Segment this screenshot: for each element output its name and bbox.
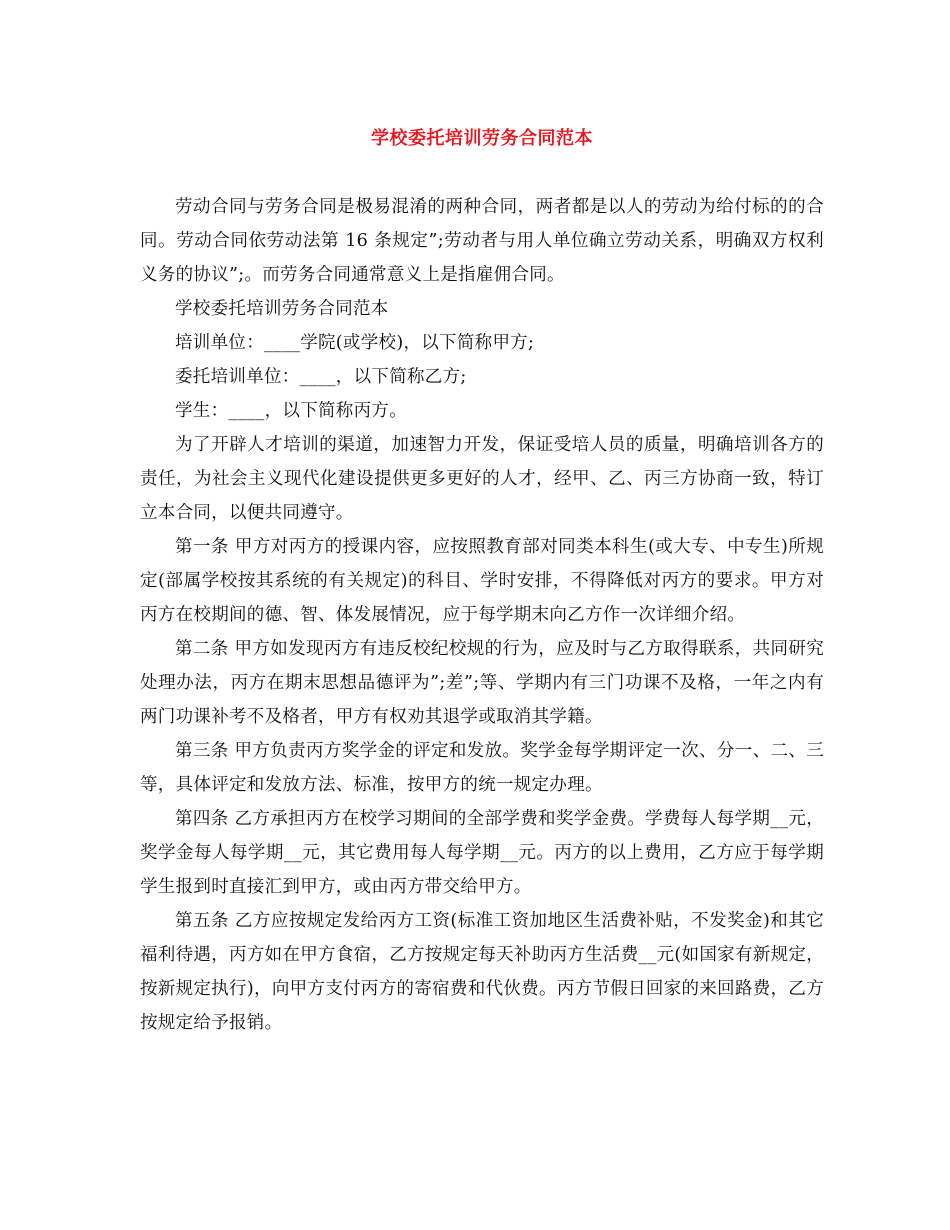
paragraph-article-4: 第四条 乙方承担丙方在校学习期间的全部学费和奖学金费。学费每人每学期__元，奖学金每人每学期__元，其它费用每人每学期__元。丙方的以上费用，乙方应于每学期学生报到时直接汇到甲方，或由丙方带交给甲方。: [140, 809, 824, 897]
document-title: 学校委托培训劳务合同范本: [371, 128, 593, 149]
paragraph-party-c: 学生：____，以下简称丙方。: [175, 401, 407, 421]
paragraph-subtitle: 学校委托培训劳务合同范本: [175, 299, 389, 319]
paragraph-article-1: 第一条 甲方对丙方的授课内容，应按照教育部对同类本科生(或大专、中专生)所规定(部属学校按其系统的有关规定)的科目、学时安排，不得降低对丙方的要求。甲方对丙方在校期间的德、智、体发展情况，应于每学期末向乙方作一次详细介绍。: [140, 537, 824, 625]
paragraph-preamble: 为了开辟人才培训的渠道，加速智力开发，保证受培人员的质量，明确培训各方的责任，为社会主义现代化建设提供更多更好的人才，经甲、乙、丙三方协商一致，特订立本合同，以便共同遵守。: [140, 435, 824, 523]
paragraph-article-5: 第五条 乙方应按规定发给丙方工资(标准工资加地区生活费补贴，不发奖金)和其它福利待遇，丙方如在甲方食宿，乙方按规定每天补助丙方生活费__元(如国家有新规定，按新规定执行)，向甲方支付丙方的寄宿费和代伙费。丙方节假日回家的来回路费，乙方按规定给予报销。: [140, 911, 824, 1033]
paragraph-party-a: 培训单位：____学院(或学校)，以下简称甲方;: [175, 333, 535, 353]
document-body: [140, 190, 824, 1040]
paragraph-article-3: 第三条 甲方负责丙方奖学金的评定和发放。奖学金每学期评定一次、分一、二、三等，具体评定和发放方法、标准，按甲方的统一规定办理。: [140, 741, 824, 795]
paragraph-intro: 劳动合同与劳务合同是极易混淆的两种合同，两者都是以人的劳动为给付标的的合同。劳动合同依劳动法第 16 条规定”;劳动者与用人单位确立劳动关系，明确双方权利义务的协议”;。而劳务合同通常意义上是指雇佣合同。: [140, 197, 824, 285]
paragraph-party-b: 委托培训单位：____，以下简称乙方;: [175, 367, 467, 387]
paragraph-article-2: 第二条 甲方如发现丙方有违反校纪校规的行为，应及时与乙方取得联系，共同研究处理办法，丙方在期末思想品德评为”;差”;等、学期内有三门功课不及格，一年之内有两门功课补考不及格者，甲方有权劝其退学或取消其学籍。: [140, 639, 824, 727]
